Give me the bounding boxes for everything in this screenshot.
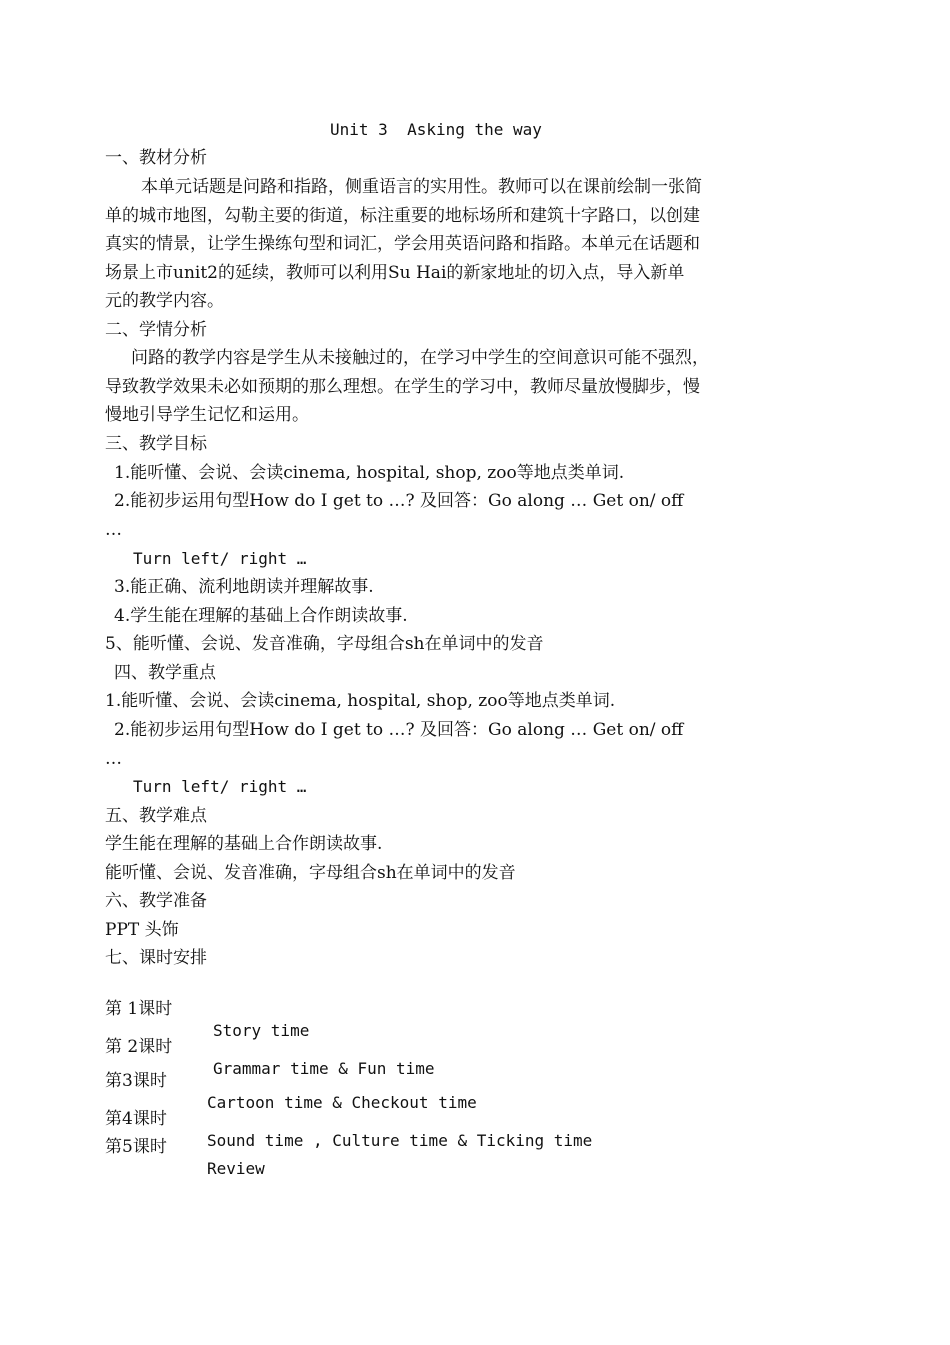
list-item-continuation: Turn left/ right … <box>133 777 307 796</box>
lesson-name: Review <box>207 1159 265 1178</box>
paragraph-line: 本单元话题是问路和指路，侧重语言的实用性。教师可以在课前绘制一张简 <box>141 177 702 197</box>
paragraph-line: 元的教学内容。 <box>105 291 224 311</box>
lesson-name: Story time <box>213 1021 310 1040</box>
lesson-number: 第4课时 <box>105 1109 167 1129</box>
list-item: 2.能初步运用句型How do I get to …? 及回答：Go along … Get on/ off <box>114 720 684 740</box>
section-heading: 二、学情分析 <box>105 320 207 340</box>
section-heading: 三、教学目标 <box>105 434 207 454</box>
lesson-number: 第 1课时 <box>105 999 173 1019</box>
paragraph-line: 导致教学效果未必如预期的那么理想。在学生的学习中，教师尽量放慢脚步，慢 <box>105 377 700 397</box>
section-heading: 六、教学准备 <box>105 891 207 911</box>
lesson-number: 第5课时 <box>105 1137 167 1157</box>
paragraph-line: 问路的教学内容是学生从未接触过的，在学习中学生的空间意识可能不强烈， <box>131 348 709 368</box>
lesson-number: 第 2课时 <box>105 1037 173 1057</box>
lesson-name: Cartoon time & Checkout time <box>207 1093 477 1112</box>
paragraph-line: 真实的情景，让学生操练句型和词汇，学会用英语问路和指路。本单元在话题和 <box>105 234 700 254</box>
list-item: 能听懂、会说、发音准确，字母组合sh在单词中的发音 <box>105 863 516 883</box>
section-heading: 七、课时安排 <box>105 948 207 968</box>
paragraph-line: 单的城市地图，勾勒主要的街道，标注重要的地标场所和建筑十字路口，以创建 <box>105 206 700 226</box>
section-heading: 四、教学重点 <box>114 663 216 683</box>
lesson-name: Sound time , Culture time & Ticking time <box>207 1131 593 1150</box>
list-item: PPT 头饰 <box>105 920 179 940</box>
paragraph-line: 场景上市unit2的延续，教师可以利用Su Hai的新家地址的切入点，导入新单 <box>105 263 685 283</box>
document-title: Unit 3 Asking the way <box>330 120 542 139</box>
list-item: 1.能听懂、会说、会读cinema, hospital, shop, zoo等地点类单词. <box>114 463 625 483</box>
list-item-continuation: … <box>105 749 122 769</box>
list-item: 学生能在理解的基础上合作朗读故事. <box>105 834 383 854</box>
lesson-name: Grammar time & Fun time <box>213 1059 435 1078</box>
list-item: 2.能初步运用句型How do I get to …? 及回答：Go along … Get on/ off <box>114 491 684 511</box>
lesson-number: 第3课时 <box>105 1071 167 1091</box>
paragraph-line: 慢地引导学生记忆和运用。 <box>105 405 309 425</box>
section-heading: 五、教学难点 <box>105 806 207 826</box>
list-item-continuation: … <box>105 520 122 540</box>
list-item: 5、能听懂、会说、发音准确，字母组合sh在单词中的发音 <box>105 634 544 654</box>
section-heading: 一、教材分析 <box>105 148 207 168</box>
list-item: 1.能听懂、会说、会读cinema, hospital, shop, zoo等地点类单词. <box>105 691 616 711</box>
list-item: 3.能正确、流利地朗读并理解故事. <box>114 577 374 597</box>
list-item-continuation: Turn left/ right … <box>133 549 307 568</box>
list-item: 4.学生能在理解的基础上合作朗读故事. <box>114 606 408 626</box>
